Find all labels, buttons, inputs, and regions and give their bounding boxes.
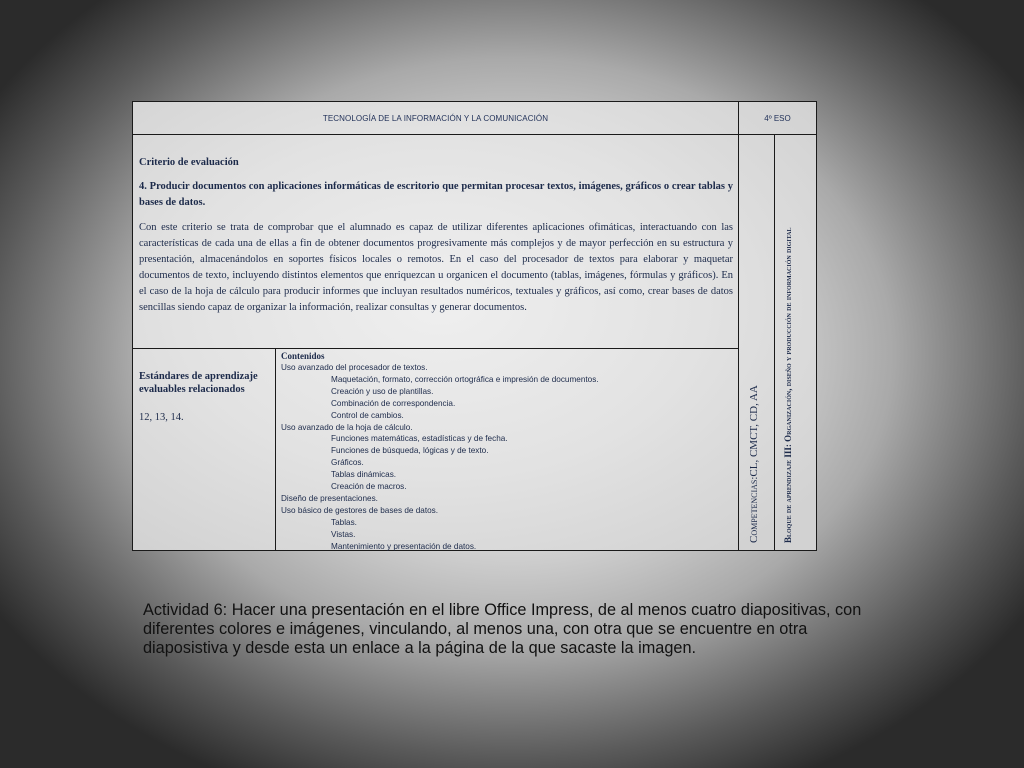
contenidos-heading: Contenidos xyxy=(281,351,325,361)
contenidos-item: Mantenimiento y presentación de datos. xyxy=(331,541,477,551)
bloque-cell xyxy=(775,135,816,550)
contenidos-item: Funciones de búsqueda, lógicas y de texto. xyxy=(331,446,489,456)
bloque-text: Bloque de aprendizaje III: Organización, diseño y producción de información digital xyxy=(783,227,793,543)
contenidos-item: Creación y uso de plantillas. xyxy=(331,386,434,396)
contenidos-item: Combinación de correspondencia. xyxy=(331,398,456,408)
contenidos-item: Maquetación, formato, corrección ortográfica e impresión de documentos. xyxy=(331,374,599,384)
estandares-cell xyxy=(133,349,276,550)
contenidos-item: Creación de macros. xyxy=(331,482,407,492)
subject-title: TECNOLOGÍA DE LA INFORMACIÓN Y LA COMUNICACIÓN xyxy=(133,102,739,135)
competencias-cell xyxy=(739,135,775,550)
activity-text: Actividad 6: Hacer una presentación en el libre Office Impress, de al menos cuatro diapositivas, con diferentes colores e imágenes, vinculando, al menos una, con otra que se encuentre en otra diaposistiva y desde esta un enlace a la página de la que sacaste la imagen. xyxy=(143,601,862,657)
estandares-values: 12, 13, 14. xyxy=(139,412,184,423)
criterio-cell xyxy=(133,135,739,349)
course-level: 4º ESO xyxy=(739,102,816,135)
contenidos-item: Uso avanzado de la hoja de cálculo. xyxy=(281,422,413,432)
competencias-text: Competencias:CL, CMCT, CD, AA xyxy=(748,385,760,543)
contenidos-list xyxy=(281,362,734,553)
contenidos-item: Tablas. xyxy=(331,517,357,527)
criterio-heading: Criterio de evaluación xyxy=(139,157,239,168)
estandares-heading: Estándares de aprendizaje evaluables relacionados xyxy=(139,371,258,395)
criterio-statement: 4. Producir documentos con aplicaciones informáticas de escritorio que permitan procesar textos, imágenes, gráficos o crear tablas y bases de datos. xyxy=(139,181,733,208)
contenidos-item: Vistas. xyxy=(331,529,356,539)
contenidos-cell xyxy=(276,349,739,550)
contenidos-item: Uso básico de gestores de bases de datos. xyxy=(281,505,439,515)
contenidos-item: Control de cambios. xyxy=(331,410,404,420)
contenidos-item: Diseño de presentaciones. xyxy=(281,493,378,503)
criterio-description: Con este criterio se trata de comprobar que el alumnado es capaz de utilizar diferentes aplicaciones ofimáticas, interactuando con las características de cada una de ellas a fin de obtener documentos progresivamente más complejos y de mayor perfección en su estructura y presentación, almacenándolos en soportes físicos locales o remotos. En el caso del procesador de textos para elaborar y maquetar documentos de texto, incluyendo distintos elementos que enriquezcan u organicen el documento (tablas, imágenes, fórmulas y gráficos). En el caso de la hoja de cálculo para producir informes que incluyan resultados numéricos, textuales y gráficos, así como, crear bases de datos sencillas siendo capaz de organizar la información, realizar consultas y generar documentos. xyxy=(139,222,733,313)
contenidos-item: Tablas dinámicas. xyxy=(331,470,397,480)
curriculum-table xyxy=(132,101,817,551)
contenidos-item: Gráficos. xyxy=(331,458,364,468)
contenidos-item: Funciones matemáticas, estadísticas y de fecha. xyxy=(331,434,508,444)
contenidos-item: Uso avanzado del procesador de textos. xyxy=(281,363,428,372)
